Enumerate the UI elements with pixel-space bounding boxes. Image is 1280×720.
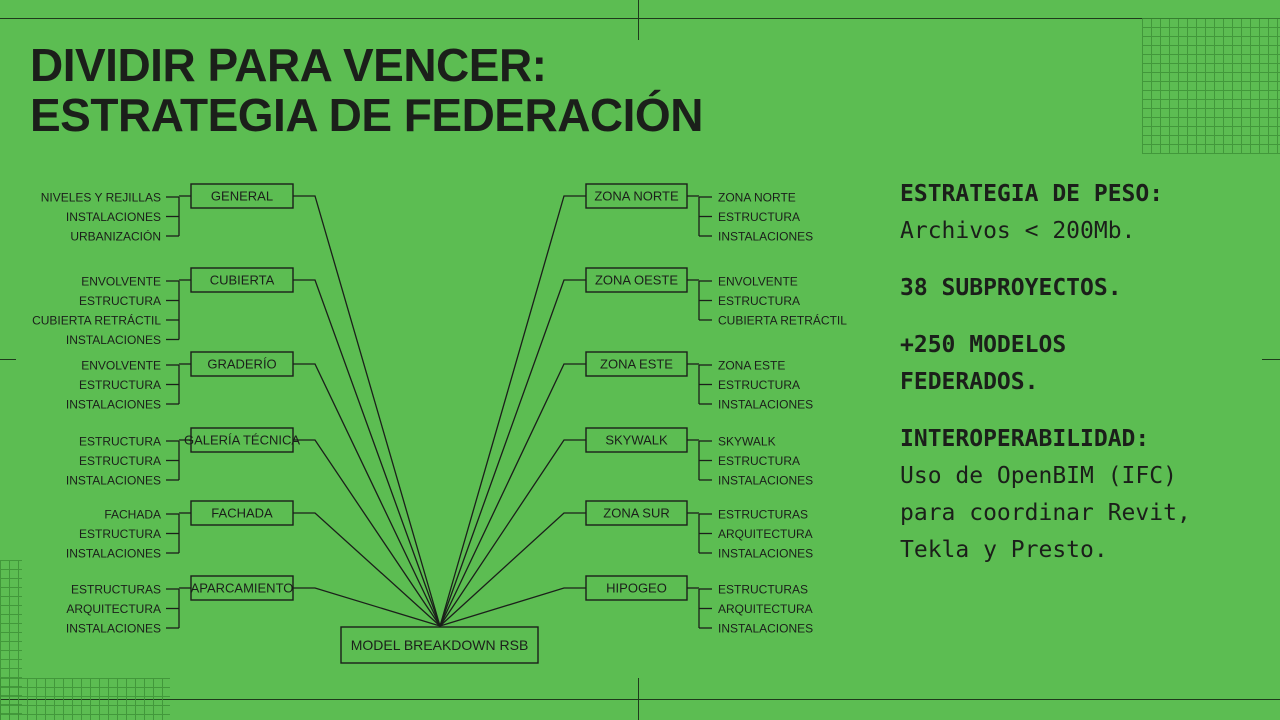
connector-right-1 [440, 196, 586, 626]
sub-item-label: FACHADA [104, 507, 161, 522]
sub-item-label: INSTALACIONES [718, 546, 814, 561]
branch-left-2 [32, 268, 293, 347]
info-panel [900, 176, 1270, 589]
sub-item-label: ARQUITECTURA [718, 601, 813, 616]
branch-left-3 [66, 352, 293, 411]
sub-item-label: INSTALACIONES [718, 397, 814, 412]
sub-item-label: ESTRUCTURA [718, 209, 801, 224]
sub-item-label: SKYWALK [718, 434, 776, 449]
node-label: ZONA SUR [603, 505, 670, 521]
sub-item-label: ZONA ESTE [718, 358, 786, 373]
modelos-block [900, 327, 1270, 401]
sub-item-label: ZONA NORTE [718, 190, 796, 205]
sub-item-label: ESTRUCTURA [78, 377, 161, 392]
node-label: FACHADA [211, 505, 273, 521]
modelos-text: +250 MODELOS FEDERADOS. [900, 332, 1067, 395]
sub-item-label: ESTRUCTURA [78, 453, 161, 468]
connector-left-4 [293, 440, 440, 626]
branch-left-1 [41, 184, 293, 243]
subproyectos-text: 38 SUBPROYECTOS. [900, 275, 1122, 301]
sub-item-label: INSTALACIONES [718, 229, 814, 244]
connector-left-5 [293, 513, 440, 626]
connector-right-3 [440, 364, 586, 626]
sub-item-label: ESTRUCTURAS [718, 582, 809, 597]
sub-item-label: ESTRUCTURAS [718, 507, 809, 522]
sub-item-label: ESTRUCTURAS [70, 582, 161, 597]
root-node [341, 627, 538, 663]
sub-item-label: INSTALACIONES [718, 473, 814, 488]
node-label: GENERAL [210, 188, 274, 204]
connector-left-3 [293, 364, 440, 626]
sub-item-label: INSTALACIONES [65, 473, 161, 488]
title-line-2: ESTRATEGIA DE FEDERACIÓN [30, 89, 703, 141]
node-label: ZONA OESTE [594, 272, 679, 288]
sub-item-label: INSTALACIONES [65, 332, 161, 347]
interop-text: Uso de OpenBIM (IFC) para coordinar Revit, Tekla y Presto. [900, 463, 1191, 563]
branch-right-4 [586, 428, 813, 487]
sub-item-label: INSTALACIONES [65, 621, 161, 636]
sub-item-label: ARQUITECTURA [718, 526, 813, 541]
branch-left-5 [66, 501, 293, 560]
node-label: GRADERÍO [207, 356, 277, 372]
node-label: ZONA NORTE [594, 188, 679, 204]
branch-right-2 [586, 268, 847, 327]
sub-item-label: CUBIERTA RETRÁCTIL [32, 313, 161, 328]
node-label: APARCAMIENTO [190, 580, 294, 596]
connector-left-1 [293, 196, 440, 626]
title-line-1: DIVIDIR PARA VENCER: [30, 39, 547, 91]
subproyectos-block [900, 270, 1270, 307]
branch-right-3 [586, 352, 813, 411]
sub-item-label: INSTALACIONES [65, 546, 161, 561]
node-label: SKYWALK [605, 432, 668, 448]
branch-left-6 [66, 576, 294, 635]
branch-right-5 [586, 501, 813, 560]
peso-text: Archivos < 200Mb. [900, 218, 1136, 244]
sub-item-label: NIVELES Y REJILLAS [40, 190, 161, 205]
node-label: HIPOGEO [606, 580, 667, 596]
sub-item-label: ENVOLVENTE [718, 274, 798, 289]
sub-item-label: ENVOLVENTE [81, 358, 161, 373]
root-label: MODEL BREAKDOWN RSB [350, 637, 529, 653]
sub-item-label: INSTALACIONES [65, 209, 161, 224]
peso-block [900, 176, 1270, 250]
sub-item-label: INSTALACIONES [65, 397, 161, 412]
sub-item-label: INSTALACIONES [718, 621, 814, 636]
sub-item-label: ESTRUCTURA [718, 377, 801, 392]
connector-lines [293, 196, 586, 626]
peso-heading: ESTRATEGIA DE PESO: [900, 181, 1164, 207]
sub-item-label: ESTRUCTURA [78, 434, 161, 449]
sub-item-label: URBANIZACIÓN [70, 229, 161, 244]
sub-item-label: CUBIERTA RETRÁCTIL [718, 313, 847, 328]
branch-right-1 [586, 184, 813, 243]
sub-item-label: ESTRUCTURA [78, 293, 161, 308]
node-label: CUBIERTA [209, 272, 275, 288]
right-branches [586, 184, 847, 635]
sub-item-label: ESTRUCTURA [78, 526, 161, 541]
sub-item-label: ESTRUCTURA [718, 453, 801, 468]
branch-left-4 [66, 428, 301, 487]
connector-left-2 [293, 280, 440, 626]
interop-block [900, 421, 1270, 569]
sub-item-label: ENVOLVENTE [81, 274, 161, 289]
branch-right-6 [586, 576, 813, 635]
node-label: GALERÍA TÉCNICA [183, 432, 301, 448]
sub-item-label: ARQUITECTURA [66, 601, 161, 616]
left-branches [32, 184, 300, 635]
connector-right-5 [440, 513, 586, 626]
node-label: ZONA ESTE [600, 356, 673, 372]
sub-item-label: ESTRUCTURA [718, 293, 801, 308]
connector-right-4 [440, 440, 586, 626]
connector-right-2 [440, 280, 586, 626]
interop-heading: INTEROPERABILIDAD: [900, 426, 1150, 452]
